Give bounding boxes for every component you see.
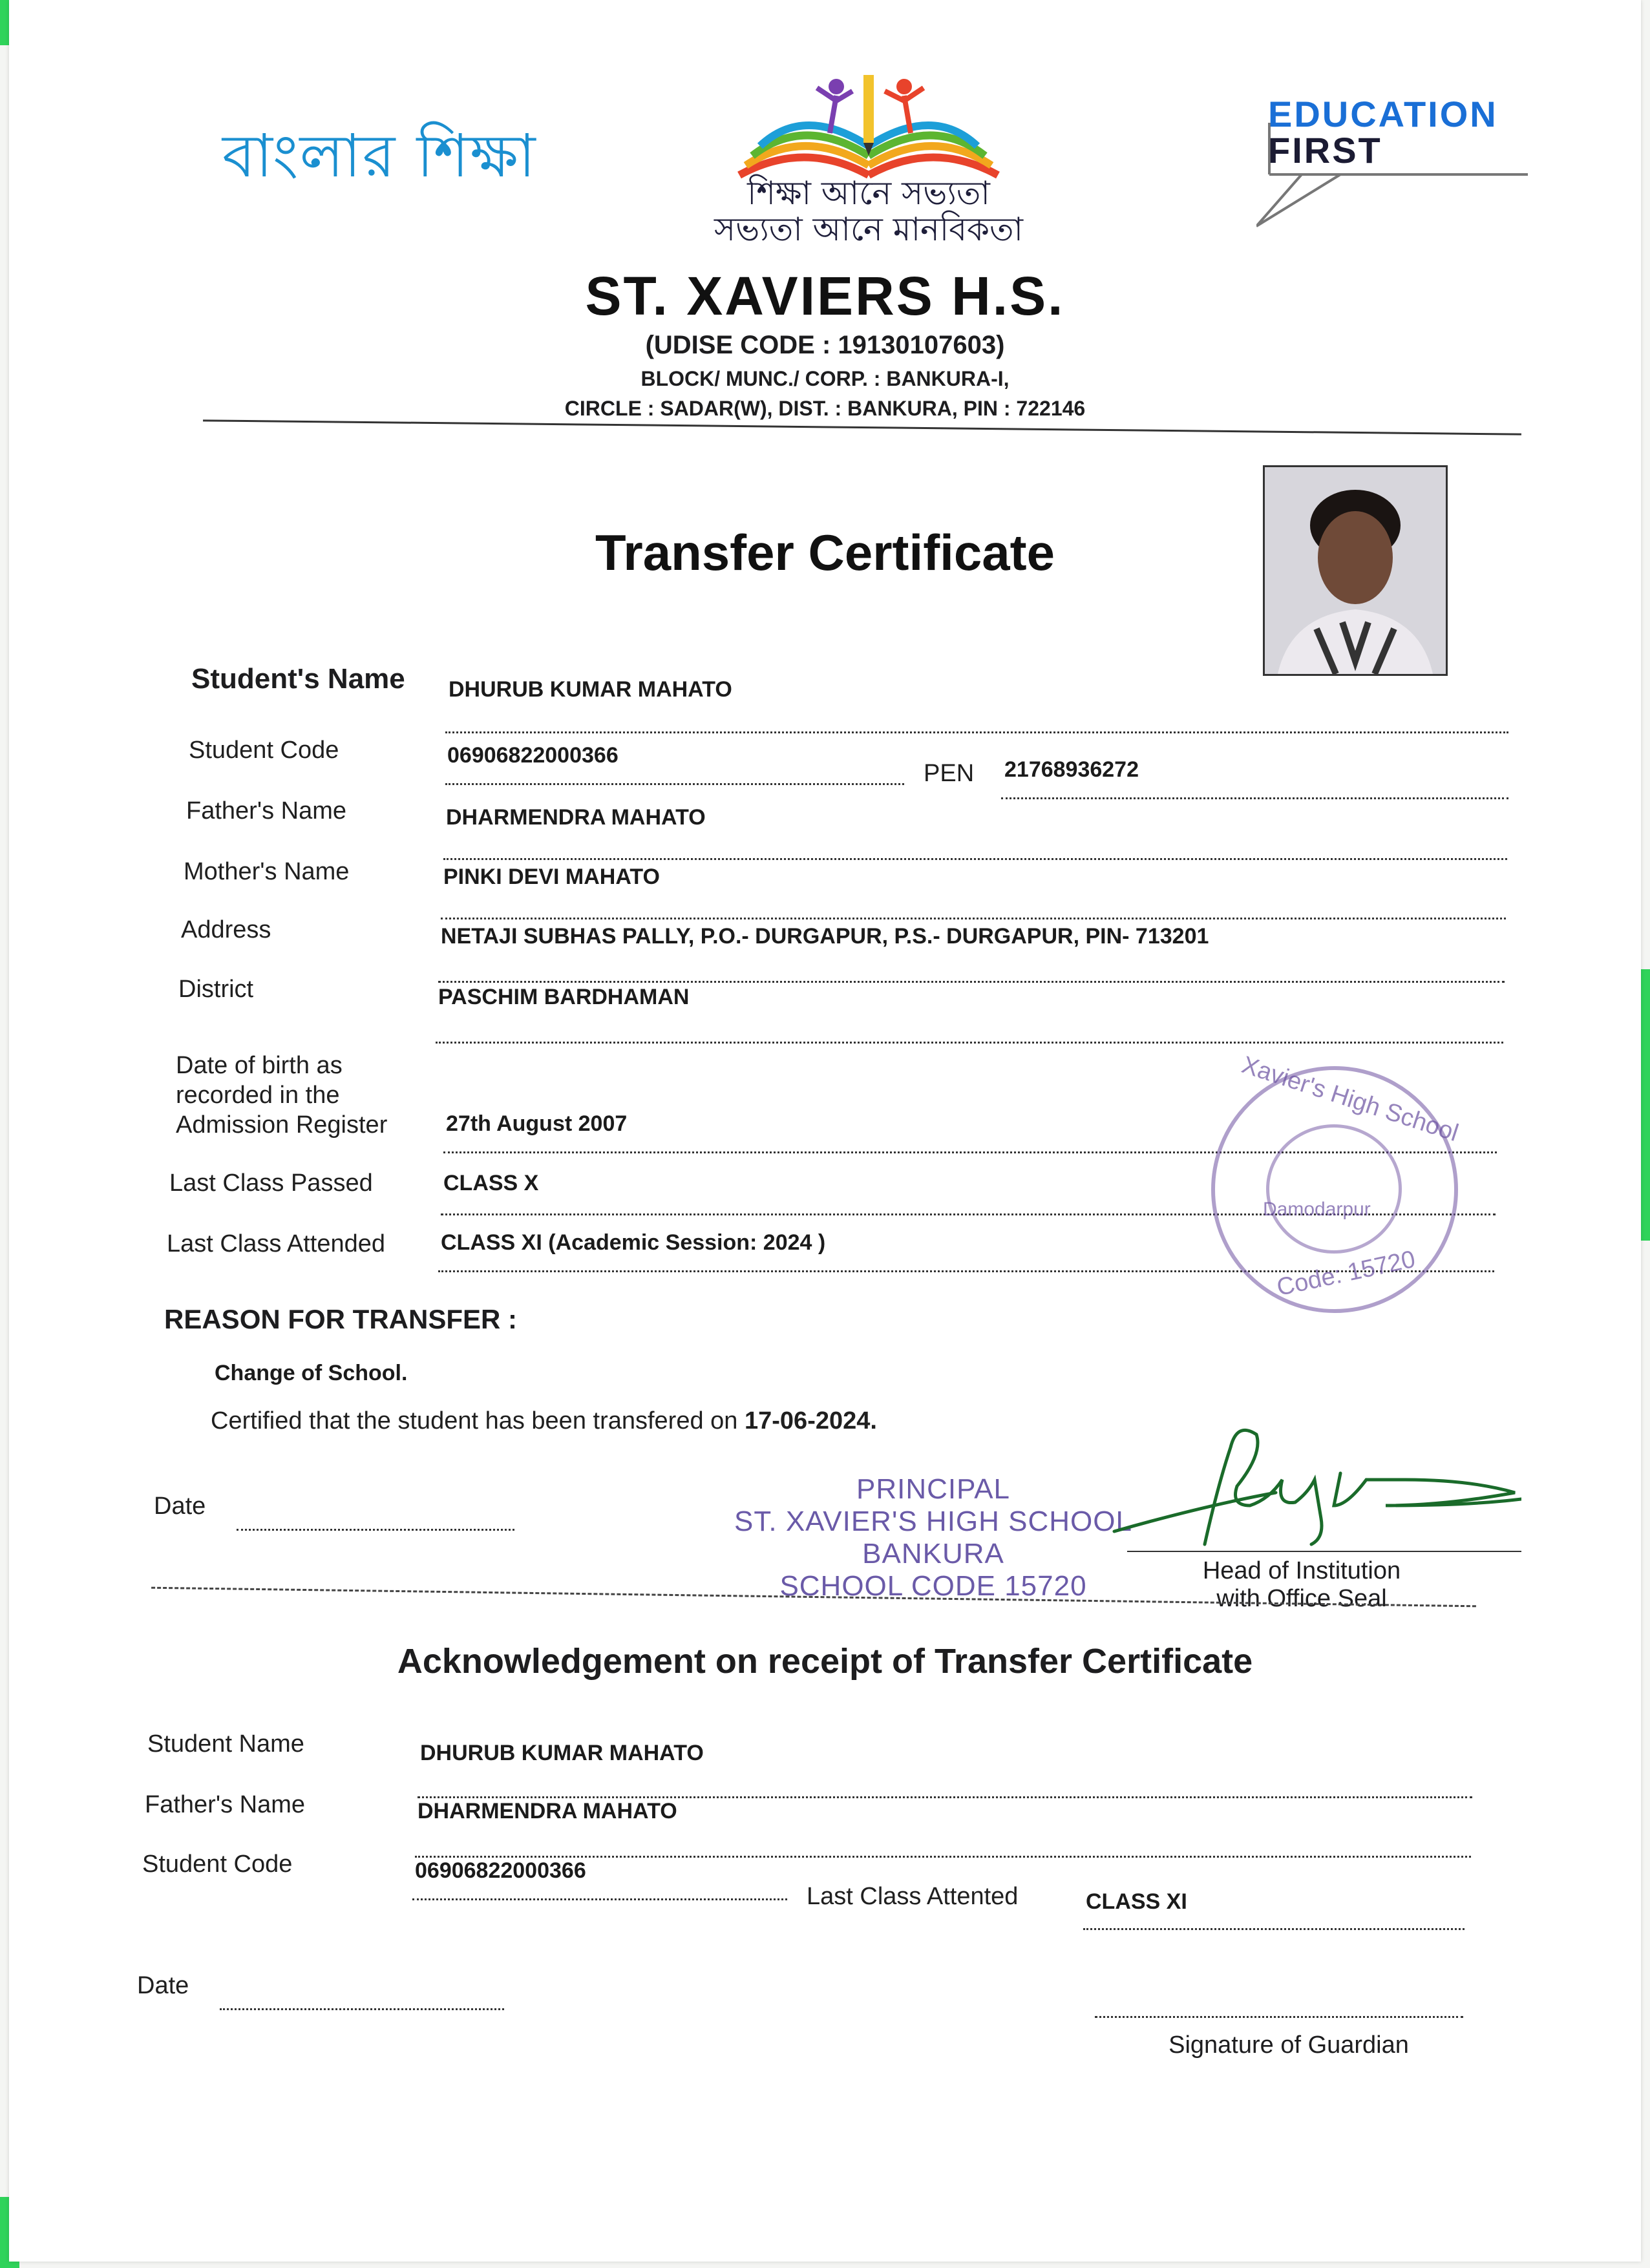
mother-name-label: Mother's Name: [184, 858, 350, 885]
ack-date-label: Date: [137, 1972, 189, 1999]
field-line: [445, 783, 904, 785]
student-photo: [1263, 465, 1448, 676]
reason-value: Change of School.: [215, 1361, 408, 1385]
ack-student-code-label: Student Code: [142, 1851, 293, 1878]
field-line: [445, 731, 1508, 733]
education-first-line1: EDUCATION: [1268, 94, 1498, 134]
ack-last-class-label: Last Class Attented: [807, 1883, 1019, 1910]
field-line: [438, 981, 1505, 983]
signature-line: [1127, 1551, 1521, 1552]
field-line: [412, 1898, 787, 1900]
father-name-value: DHARMENDRA MAHATO: [446, 805, 706, 830]
dob-value: 27th August 2007: [446, 1111, 628, 1136]
ack-student-name-value: DHURUB KUMAR MAHATO: [420, 1741, 704, 1765]
date-label: Date: [154, 1493, 206, 1520]
seal-text-mid: Damodarpur: [1263, 1199, 1371, 1220]
ack-student-code-value: 06906822000366: [415, 1858, 586, 1883]
school-name: ST. XAVIERS H.S.: [585, 266, 1065, 326]
district-label: District: [178, 976, 254, 1003]
ack-father-name-value: DHARMENDRA MAHATO: [418, 1799, 677, 1823]
date-line: [237, 1529, 514, 1531]
field-line: [1001, 797, 1508, 799]
student-name-value: DHURUB KUMAR MAHATO: [449, 677, 732, 702]
acknowledgement-title: Acknowledgement on receipt of Transfer Certificate: [397, 1642, 1253, 1681]
ack-last-class-value: CLASS XI: [1086, 1889, 1187, 1914]
school-address-line1: BLOCK/ MUNC./ CORP. : BANKURA-I,: [640, 367, 1010, 390]
dob-label-line3: Admission Register: [176, 1111, 388, 1139]
center-tagline-1: শিক্ষা আনে সভ্যতা: [747, 174, 990, 212]
ack-date-line: [220, 2008, 504, 2010]
last-class-passed-label: Last Class Passed: [169, 1170, 373, 1197]
field-line: [1083, 1928, 1465, 1930]
guardian-signature-line: [1095, 2016, 1463, 2018]
center-tagline-2: সভ্যতা আনে মানবিকতা: [714, 211, 1024, 248]
transfer-date: 17-06-2024.: [745, 1407, 877, 1434]
field-line: [441, 918, 1506, 919]
student-code-label: Student Code: [189, 737, 339, 764]
education-first-line2: FIRST: [1268, 130, 1382, 171]
principal-signature-icon: [1108, 1409, 1521, 1564]
field-line: [415, 1856, 1471, 1858]
school-seal-inner: [1266, 1124, 1402, 1254]
school-address-line2: CIRCLE : SADAR(W), DIST. : BANKURA, PIN : 722146: [564, 397, 1086, 420]
principal-stamp: [733, 1473, 1134, 1602]
guardian-signature-label: Signature of Guardian: [1169, 2032, 1409, 2059]
last-class-attended-value: CLASS XI (Academic Session: 2024 ): [441, 1230, 826, 1255]
district-value: PASCHIM BARDHAMAN: [438, 985, 690, 1009]
dob-label: [176, 1051, 387, 1140]
head-label-line2: with Office Seal: [1216, 1585, 1387, 1612]
pen-value: 21768936272: [1004, 757, 1139, 782]
principal-stamp-line1: PRINCIPAL: [856, 1473, 1011, 1505]
student-name-label: Student's Name: [191, 663, 405, 695]
principal-stamp-line3: BANKURA: [862, 1538, 1004, 1570]
banglar-shiksha-logo: বাংলার শিক্ষা: [222, 121, 537, 191]
address-label: Address: [181, 916, 271, 943]
ack-student-name-label: Student Name: [147, 1730, 304, 1758]
certified-statement: [211, 1407, 877, 1435]
mother-name-value: PINKI DEVI MAHATO: [443, 865, 660, 889]
principal-stamp-line4: SCHOOL CODE 15720: [779, 1570, 1087, 1602]
field-line: [443, 858, 1507, 860]
dob-label-line2: recorded in the: [176, 1082, 340, 1109]
certificate-sheet: [9, 0, 1641, 2262]
father-name-label: Father's Name: [186, 797, 347, 824]
certificate-title: Transfer Certificate: [595, 524, 1055, 581]
certified-text: Certified that the student has been transfered on: [211, 1407, 738, 1434]
udise-code: (UDISE CODE : 19130107603): [645, 331, 1005, 359]
reason-label: REASON FOR TRANSFER :: [164, 1304, 517, 1334]
address-value: NETAJI SUBHAS PALLY, P.O.- DURGAPUR, P.S.- DURGAPUR, PIN- 713201: [441, 924, 1209, 949]
pen-label: PEN: [924, 760, 975, 787]
student-portrait-icon: [1265, 467, 1446, 674]
ack-father-name-label: Father's Name: [145, 1791, 306, 1818]
field-line: [436, 1042, 1503, 1044]
student-code-value: 06906822000366: [447, 743, 619, 768]
dob-label-line1: Date of birth as: [176, 1052, 343, 1079]
seal-text-bottom: Code: 15720: [1274, 1245, 1418, 1302]
seal-text-top: Xavier's High School: [1238, 1051, 1462, 1147]
head-label-line1: Head of Institution: [1202, 1557, 1401, 1584]
header-divider: [203, 419, 1521, 435]
principal-stamp-line2: ST. XAVIER'S HIGH SCHOOL: [734, 1506, 1132, 1537]
field-line: [418, 1796, 1472, 1798]
last-class-attended-label: Last Class Attended: [167, 1230, 385, 1257]
last-class-passed-value: CLASS X: [443, 1171, 539, 1195]
